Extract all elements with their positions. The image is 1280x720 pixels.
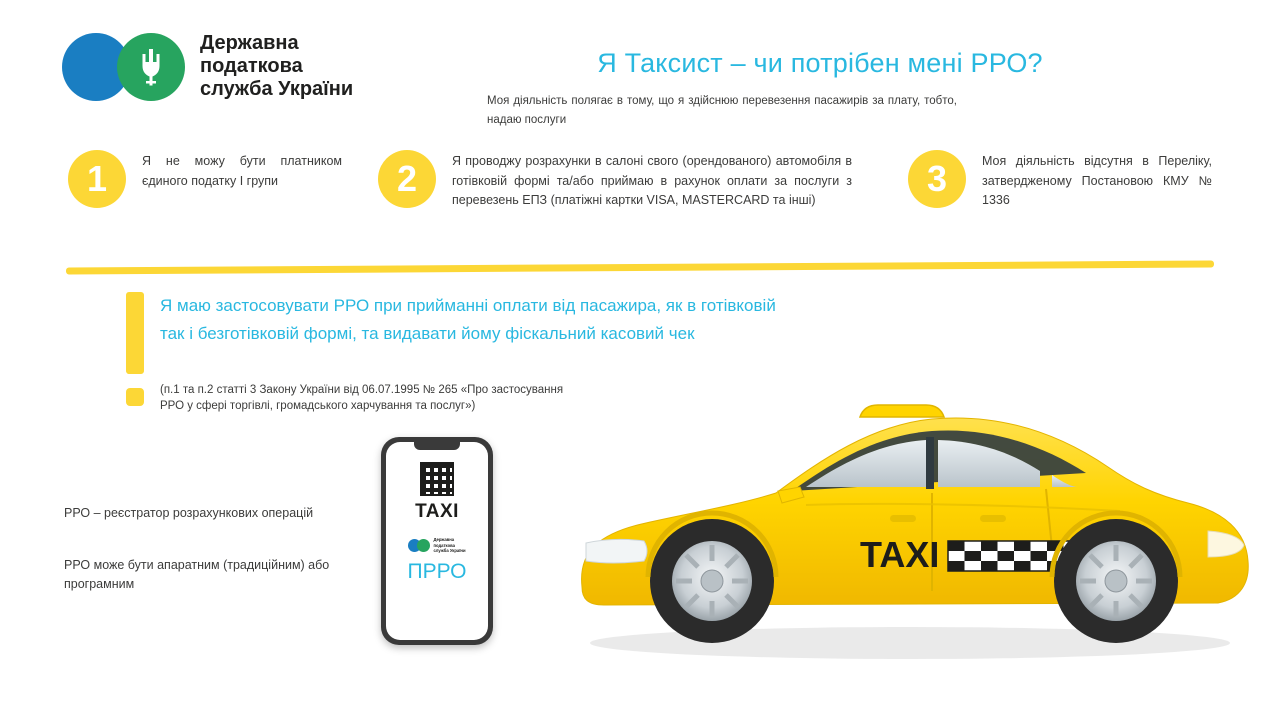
phone-logo-text [433,537,465,554]
phone-app-label: ПРРО [407,559,467,583]
page-title: Я Таксист – чи потрібен мені РРО? [597,48,1043,78]
list-item-text: Я проводжу розрахунки в салоні свого (орендованого) автомобіля в готівковій формі та/або приймаю в рахунок оплати за послуги з перевезень ЕПЗ (платіжні картки VISA, MASTERCARD та інші) [452,154,852,207]
trident-glyph [137,48,165,86]
exclamation-dot [126,388,144,406]
door-handle-front [890,515,916,522]
trident-icon [117,33,185,101]
taxi-car-illustration [560,355,1260,685]
front-wheel [650,519,774,643]
logo-text [200,32,353,101]
logo-text-line2: податкова [200,55,303,77]
list-item [68,150,358,208]
phone-logo-line1: Державна [433,537,455,542]
headlight [586,539,647,563]
footnote-rro-types: РРО може бути апаратним (традиційним) або програмним [64,558,330,591]
list-item [908,150,1228,211]
exclamation-bar [126,292,144,374]
trident-icon [417,539,430,552]
highlight-statement: Я маю застосовувати РРО при прийманні оплати від пасажира, як в готівковій так і безготівковій формі, та видавати йому фіскальний касовий чек [160,296,776,343]
law-reference: (п.1 та п.2 статті 3 Закону України від 06.07.1995 № 265 «Про застосування РРО у сфері торгівлі, громадського харчування та послуг») [160,384,564,412]
yellow-divider [66,260,1214,274]
car-taxi-label: TAXI [860,534,940,575]
rear-wheel [1054,519,1178,643]
intro-paragraph: Моя діяльність полягає в тому, що я здійснюю перевезення пасажирів за плату, тобто, надаю послуги [487,95,957,126]
door-handle-rear [980,515,1006,522]
logo-circles [62,33,190,101]
list-item-text: Моя діяльність відсутня в Переліку, затвердженому Постановою КМУ № 1336 [982,154,1212,207]
qr-code-icon [420,462,454,496]
smartphone-mockup [381,437,493,645]
logo-text-line3: служба України [200,78,354,100]
b-pillar [926,437,934,489]
exclamation-mark-icon [124,292,146,406]
number-badge: 3 [908,150,966,208]
taxi-roof-sign [860,405,944,417]
logo-text-line1: Державна [200,32,299,54]
phone-screen [386,442,488,640]
phone-taxi-label: TAXI [415,501,459,522]
list-item-text: Я не можу бути платником єдиного податку І групи [142,154,342,188]
phone-notch [414,442,460,450]
phone-app-logo [408,537,465,554]
number-badge: 2 [378,150,436,208]
phone-logo-line2: податкова [433,542,455,548]
list-item [378,150,878,211]
organization-logo [62,32,353,101]
number-badge: 1 [68,150,126,208]
phone-logo-line3: служба України [433,548,466,553]
footnote-rro-definition: РРО – реєстратор розрахункових операцій [64,506,314,520]
